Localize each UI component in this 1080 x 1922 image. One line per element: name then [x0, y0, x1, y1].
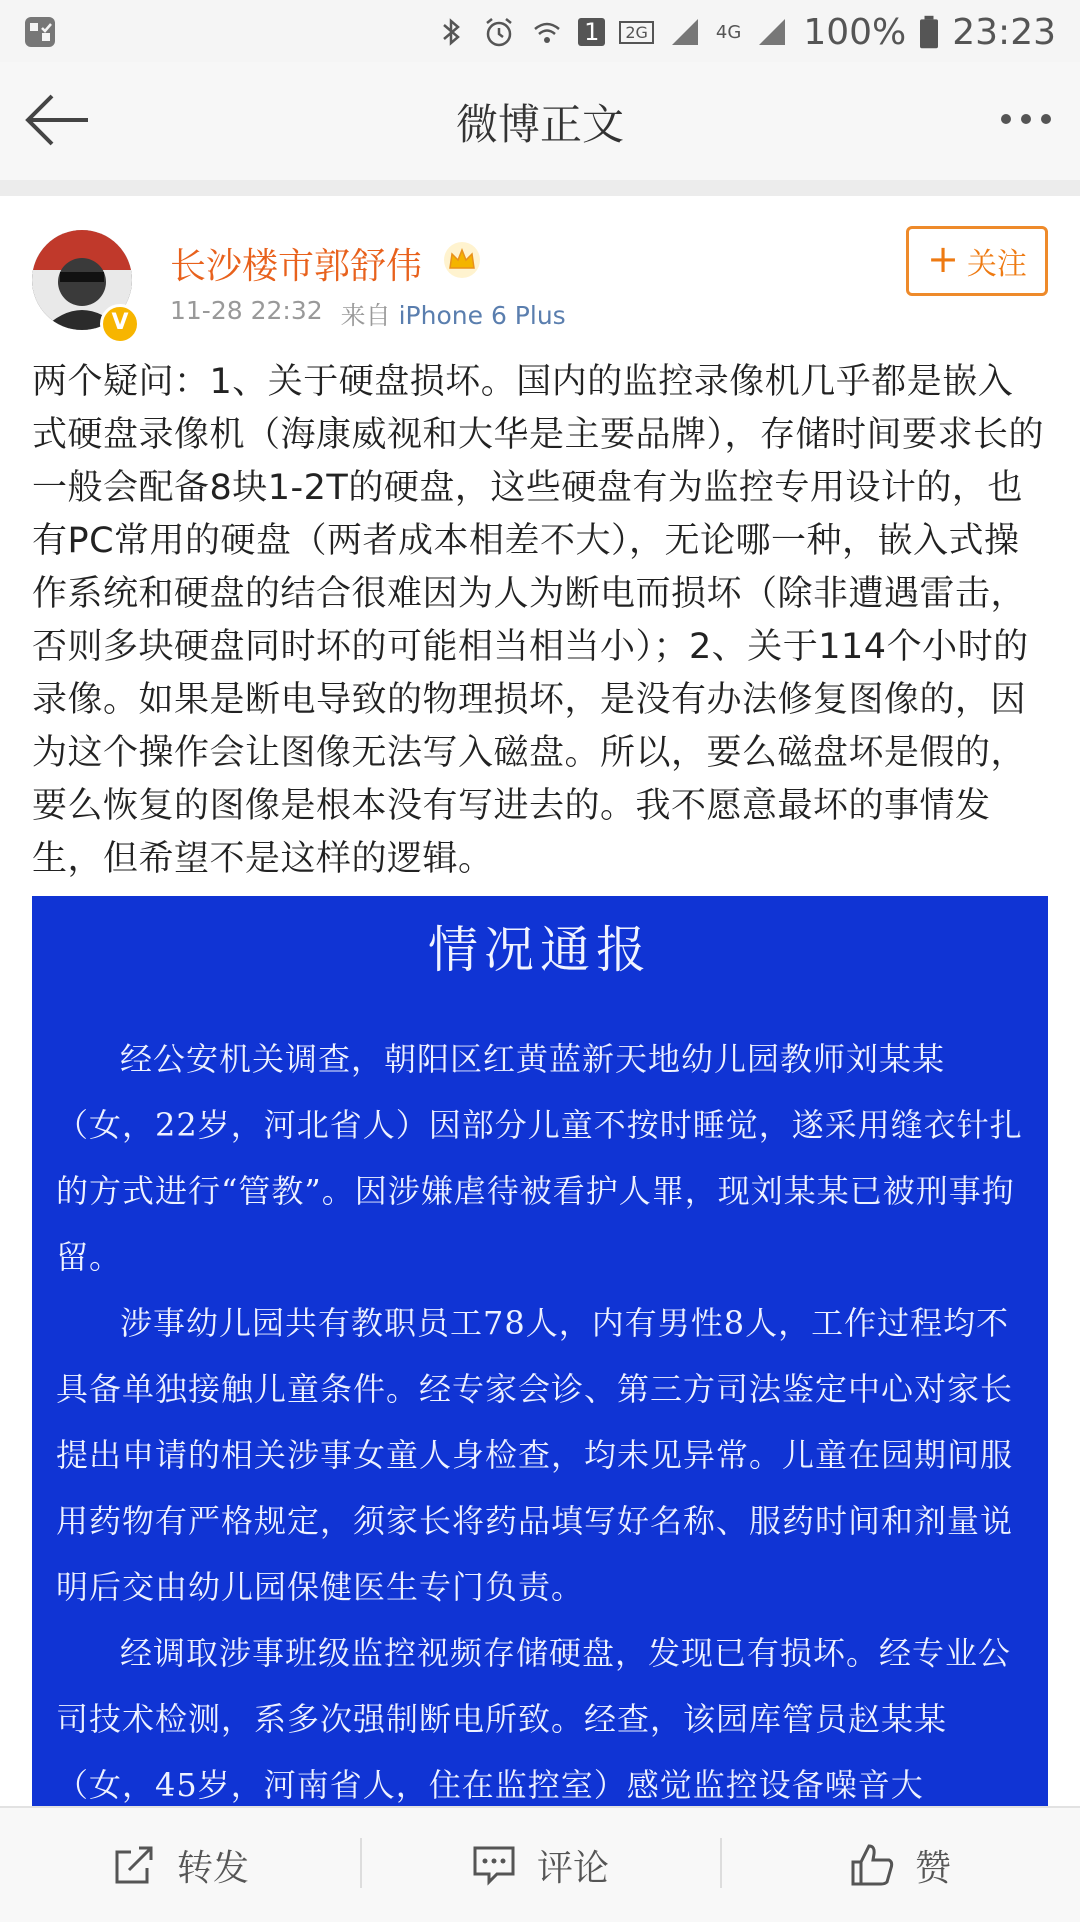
- notification-icon: [24, 16, 56, 48]
- crown-icon: [442, 240, 482, 280]
- repost-button[interactable]: [0, 1808, 360, 1922]
- clock: 23:23: [952, 11, 1056, 53]
- follow-button[interactable]: [906, 226, 1048, 296]
- like-button[interactable]: [720, 1808, 1080, 1922]
- repost-icon: [111, 1842, 157, 1888]
- comment-button[interactable]: [360, 1808, 720, 1922]
- signal-icon: [668, 15, 702, 49]
- notice-paragraph: 经调取涉事班级监控视频存储硬盘，发现已有损坏。经专业公司技术检测，系多次强制断电所致。经查，该园库管员赵某某（女，45岁，河南省人，住在监控室）感觉监控设备噪音大: [56, 1634, 1012, 1804]
- network-2g-label: 2G: [619, 21, 654, 44]
- wifi-calling-icon: [530, 15, 564, 49]
- network-4g-label: 4G: [715, 21, 742, 43]
- like-label: 赞: [914, 1847, 951, 1889]
- post-image-notice[interactable]: [32, 896, 1048, 1806]
- battery-percent: 100%: [803, 11, 907, 53]
- source-prefix: 来自: [340, 301, 391, 330]
- post-body-text: 两个疑问：1、关于硬盘损坏。国内的监控录像机几乎都是嵌入式硬盘录像机（海康威视和大华是主要品牌），存储时间要求长的一般会配备8块1-2T的硬盘，这些硬盘有为监控专用设计的，也有PC常用的硬盘（两者成本相差不大），无论哪一种，嵌入式操作系统和硬盘的结合很难因为人为断电而损坏（除非遭遇雷击，否则多块硬盘同时坏的可能相当相当小）；2、关于114个小时的录像。如果是断电导致的物理损坏，是没有办法修复图像的，因为这个操作会让图像无法写入磁盘。所以，要么磁盘坏是假的，要么恢复的图像是根本没有写进去的。我不愿意最坏的事情发生，但希望不是这样的逻辑。: [32, 362, 1045, 879]
- signal-icon-2: [755, 15, 789, 49]
- bluetooth-icon: [434, 15, 468, 49]
- repost-label: 转发: [176, 1847, 249, 1889]
- source-device-link[interactable]: iPhone 6 Plus: [398, 301, 566, 330]
- follow-label: 关注: [966, 247, 1027, 282]
- notice-paragraph: 经公安机关调查，朝阳区红黄蓝新天地幼儿园教师刘某某（女，22岁，河北省人）因部分儿童不按时睡觉，遂采用缝衣针扎的方式进行“管教”。因涉嫌虐待被看护人罪，现刘某某已被刑事拘留。: [56, 1040, 1023, 1276]
- status-bar: [0, 0, 1080, 62]
- alarm-icon: [482, 15, 516, 49]
- post-meta: [170, 296, 566, 332]
- verified-badge: V: [100, 304, 140, 344]
- sim-indicator: 1: [578, 18, 605, 46]
- battery-icon: [920, 15, 938, 49]
- post-timestamp: 11-28 22:32: [170, 296, 323, 325]
- thumbs-up-icon: [849, 1842, 895, 1888]
- post-card: [0, 196, 1080, 1806]
- more-options-icon[interactable]: [994, 102, 1058, 136]
- plus-icon: +: [927, 237, 959, 281]
- action-bar: [0, 1806, 1080, 1922]
- notice-title: 情况通报: [428, 921, 652, 979]
- notice-paragraph: 涉事幼儿园共有教职员工78人，内有男性8人，工作过程均不具备单独接触儿童条件。经专家会诊、第三方司法鉴定中心对家长提出申请的相关涉事女童人身检查，均未见异常。儿童在园期间服用药物有严格规定，须家长将药品填写好名称、服药时间和剂量说明后交由幼儿园保健医生专门负责。: [56, 1304, 1014, 1606]
- section-divider: [0, 180, 1080, 196]
- page-title: 微博正文: [455, 100, 624, 149]
- username[interactable]: 长沙楼市郭舒伟: [170, 246, 423, 287]
- comment-icon: [471, 1842, 517, 1888]
- nav-bar: [0, 62, 1080, 180]
- comment-label: 评论: [536, 1847, 609, 1889]
